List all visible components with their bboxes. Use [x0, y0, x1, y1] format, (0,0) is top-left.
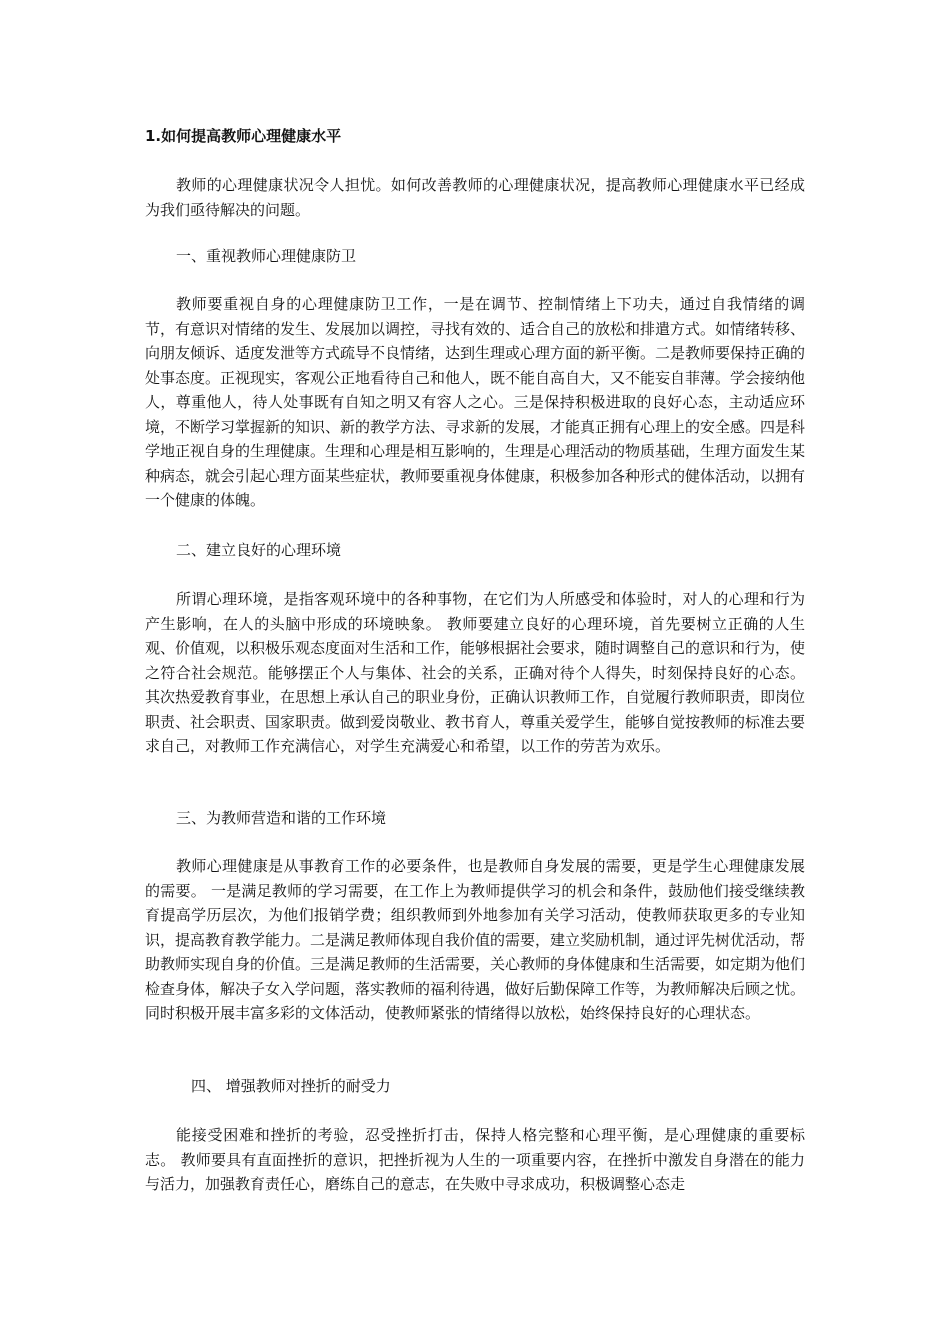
section-3-paragraph: 教师心理健康是从事教育工作的必要条件，也是教师自身发展的需要，更是学生心理健康发展的需要。 一是满足教师的学习需要，在工作上为教师提供学习的机会和条件，鼓励他们接受继续教育提高学历层次，为他们报销学费；组织教师到外地参加有关学习活动，使教师获取更多的专业知识，提高教育教学能力。二是满足教师体现自我价值的需要，建立奖励机制，通过评先树优活动，帮助教师实现自身的价值。三是满足教师的生活需要，关心教师的身体健康和生活需要，如定期为他们检查身体，解决子女入学问题，落实教师的福利待遇，做好后勤保障工作等，为教师解决后顾之忧。同时积极开展丰富多彩的文体活动，使教师紧张的情绪得以放松，始终保持良好的心理状态。: [145, 857, 806, 1022]
section-3-heading: 三、为教师营造和谐的工作环境: [176, 809, 387, 827]
section-4-paragraph: 能接受困难和挫折的考验，忍受挫折打击，保持人格完整和心理平衡，是心理健康的重要标志。 教师要具有直面挫折的意识，把挫折视为人生的一项重要内容，在挫折中激发自身潜在的能力与活力，加强教育责任心，磨练自己的意志，在失败中寻求成功，积极调整心态走: [145, 1126, 805, 1193]
section-1-paragraph: 教师要重视自身的心理健康防卫工作，一是在调节、控制情绪上下功夫，通过自我情绪的调节，有意识对情绪的发生、发展加以调控，寻找有效的、适合自己的放松和排遣方式。如情绪转移、向朋友倾诉、适度发泄等方式疏导不良情绪，达到生理或心理方面的新平衡。二是教师要保持正确的处事态度。正视现实，客观公正地看待自己和他人，既不能自高自大，又不能妄自菲薄。学会接纳他人，尊重他人，待人处事既有自知之明又有容人之心。三是保持积极进取的良好心态，主动适应环境，不断学习掌握新的知识、新的教学方法、寻求新的发展，才能真正拥有心理上的安全感。四是科学地正视自身的生理健康。生理和心理是相互影响的，生理是心理活动的物质基础，生理方面发生某种病态，就会引起心理方面某些症状，教师要重视身体健康，积极参加各种形式的健体活动，以拥有一个健康的体魄。: [145, 295, 806, 509]
section-2-paragraph: 所谓心理环境，是指客观环境中的各种事物，在它们为人所感受和体验时，对人的心理和行为产生影响，在人的头脑中形成的环境映象。 教师要建立良好的心理环境，首先要树立正确的人生观、价值观，以积极乐观态度面对生活和工作，能够根据社会要求，随时调整自己的意识和行为，使之符合社会规范。能够摆正个人与集体、社会的关系，正确对待个人得失，时刻保持良好的心态。 其次热爱教育事业，在思想上承认自己的职业身份，正确认识教师工作，自觉履行教师职责，即岗位职责、社会职责、国家职责。做到爱岗敬业、教书育人，尊重关爱学生，能够自觉按教师的标准去要求自己，对教师工作充满信心，对学生充满爱心和希望，以工作的劳苦为欢乐。: [145, 590, 806, 755]
document-title: 1.如何提高教师心理健康水平: [145, 127, 342, 145]
section-1-heading: 一、重视教师心理健康防卫: [176, 247, 357, 265]
intro-paragraph: 教师的心理健康状况令人担忧。如何改善教师的心理健康状况，提高教师心理健康水平已经成为我们亟待解决的问题。: [145, 176, 805, 219]
section-2-heading: 二、建立良好的心理环境: [176, 541, 342, 559]
section-4-heading: 四、 增强教师对挫折的耐受力: [191, 1077, 391, 1095]
document-page: [145, 0, 805, 1344]
